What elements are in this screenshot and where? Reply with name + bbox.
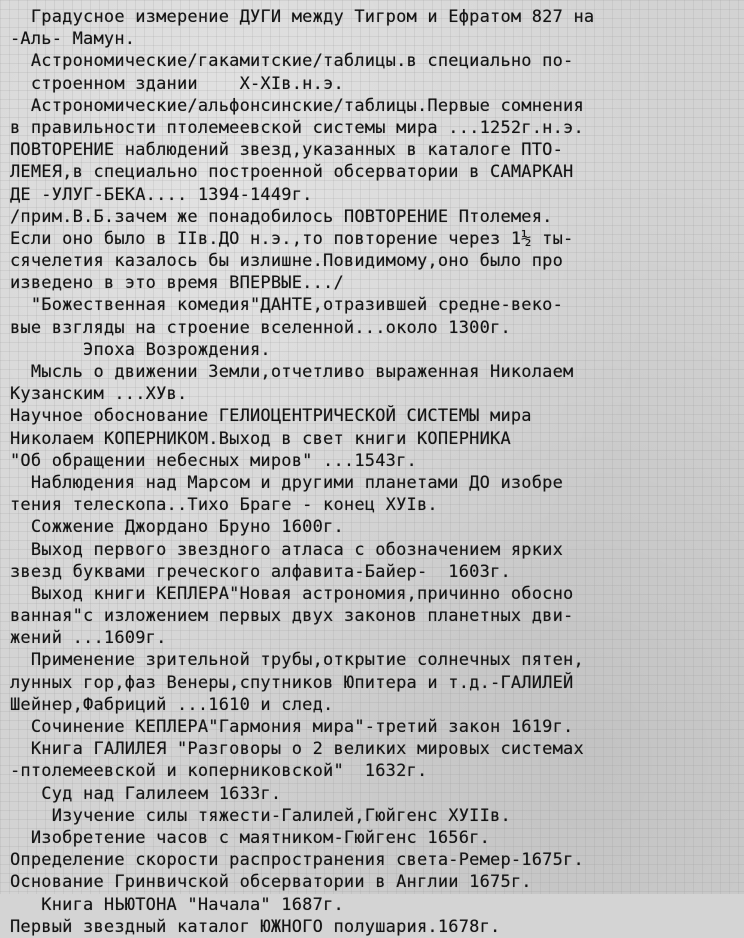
text-line: "Божественная комедия"ДАНТЕ,отразившей средне-веко- — [10, 295, 564, 316]
text-line: ПОВТОРЕНИЕ наблюдений звезд,указанных в каталоге ПТО- — [10, 140, 564, 161]
text-line: сячелетия казалось бы излишне.Повидимому,оно было про — [10, 251, 564, 272]
text-line: Шейнер,Фабриций ...1610 и след. — [10, 694, 334, 715]
text-line: Книга НЬЮТОНА "Начала" 1687г. — [10, 894, 344, 915]
text-line: -птолемеевской и коперниковской" 1632г. — [10, 761, 428, 782]
text-line: в правильности птолемеевской системы мира ...1252г.н.э. — [10, 117, 584, 138]
text-line: жений ...1609г. — [10, 628, 167, 649]
text-line: Изучение силы тяжести-Галилей,Гюйгенс ХУIIв. — [10, 805, 511, 826]
text-line: тения телескопа..Тихо Браге - конец ХУIв. — [10, 495, 438, 516]
text-line: Астрономические/альфонсинские/таблицы.Первые сомнения — [10, 95, 584, 116]
text-line: Выход книги КЕПЛЕРА"Новая астрономия,причинно обосно — [10, 583, 574, 604]
text-line: -Аль- Мамун. — [10, 29, 136, 50]
text-line: Научное обоснование ГЕЛИОЦЕНТРИЧЕСКОЙ СИСТЕМЫ мира — [10, 406, 532, 427]
text-line: Градусное измерение ДУГИ между Тигром и Ефратом 827 на — [10, 7, 595, 27]
text-line: Если оно было в IIв.ДО н.э.,то повторение через 1½ ты- — [10, 228, 574, 249]
text-line: Определение скорости распространения света-Ремер-1675г. — [10, 850, 584, 871]
text-line: Мысль о движении Земли,отчетливо выраженная Николаем — [10, 362, 574, 382]
text-line: Николаем КОПЕРНИКОМ.Выход в свет книги КОПЕРНИКА — [10, 428, 511, 449]
text-line: Кузанским ...ХУв. — [10, 384, 188, 405]
text-line: ДЕ -УЛУГ-БЕКА.... 1394-1449г. — [10, 184, 313, 205]
text-line: Основание Гринвичской обсерватории в Англии 1675г. — [10, 872, 532, 893]
text-line: "Об обращении небесных миров" ...1543г. — [10, 450, 417, 471]
text-line: Первый звездный каталог ЮЖНОГО полушария.1678г. — [10, 916, 501, 937]
typewritten-text-block — [10, 6, 744, 938]
text-line: изведено в это время ВПЕРВЫЕ.../ — [10, 273, 344, 294]
text-line: ЛЕМЕЯ,в специально построенной обсерватории в САМАРКАН — [10, 162, 574, 183]
text-line: вые взгляды на строение вселенной...около 1300г. — [10, 317, 511, 338]
text-line: Суд над Галилеем 1633г. — [10, 783, 282, 804]
text-line: /прим.В.Б.зачем же понадобилось ПОВТОРЕНИЕ Птолемея. — [10, 206, 553, 227]
text-line: Сожжение Джордано Бруно 1600г. — [10, 517, 344, 538]
text-line: Изобретение часов с маятником-Гюйгенс 1656г. — [10, 827, 491, 848]
text-line: Астрономические/гакамитские/таблицы.в специально по- — [10, 51, 574, 72]
text-line: Книга ГАЛИЛЕЯ "Разговоры о 2 великих мировых системах — [10, 739, 584, 760]
text-line: Наблюдения над Марсом и другими планетами ДО изобре — [10, 472, 564, 493]
text-line: ванная"с изложением первых двух законов планетных дви- — [10, 606, 574, 627]
text-line: лунных гор,фаз Венеры,спутников Юпитера и т.д.-ГАЛИЛЕЙ — [10, 672, 574, 693]
text-line: звезд буквами греческого алфавита-Байер- 1603г. — [10, 561, 511, 582]
text-line: строенном здании Х-ХIв.н.э. — [10, 73, 344, 94]
text-line: Применение зрительной трубы,открытие солнечных пятен, — [10, 650, 584, 671]
text-line: Выход первого звездного атласа с обозначением ярких — [10, 539, 564, 560]
text-line: Эпоха Возрождения. — [10, 339, 271, 360]
text-line: Сочинение КЕПЛЕРА"Гармония мира"-третий закон 1619г. — [10, 717, 574, 737]
